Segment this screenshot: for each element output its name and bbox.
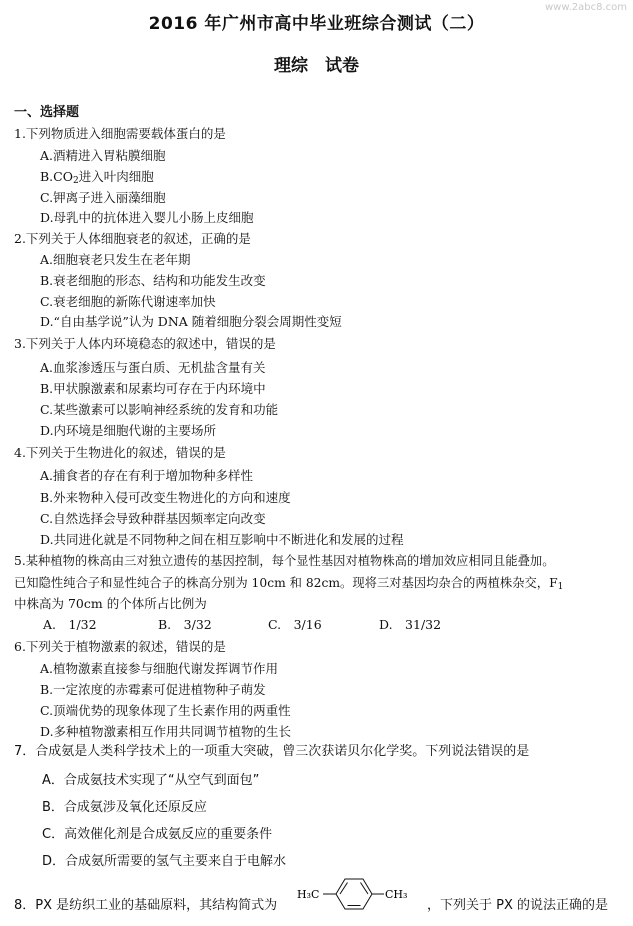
- question-4-option-b: B.外来物种入侵可改变生物进化的方向和速度: [40, 490, 291, 505]
- question-2-option-c: C.衰老细胞的新陈代谢速率加快: [40, 294, 216, 309]
- question-2-stem: 2.下列关于人体细胞衰老的叙述，正确的是: [14, 231, 251, 246]
- question-1-option-d: D.母乳中的抗体进入婴儿小肠上皮细胞: [40, 210, 254, 225]
- question-7-option-a: A．合成氨技术实现了“从空气到面包”: [42, 773, 260, 788]
- question-2-option-d: D.“自由基学说”认为 DNA 随着细胞分裂会周期性变短: [40, 314, 342, 329]
- question-5-option-d: D. 31/32: [379, 617, 442, 632]
- question-3-stem: 3.下列关于人体内环境稳态的叙述中，错误的是: [14, 336, 276, 351]
- question-5-line-1: 5.某种植物的株高由三对独立遗传的基因控制，每个显性基因对植物株高的增加效应相同且能叠加。: [14, 554, 555, 568]
- question-4-option-d: D.共同进化就是不同物种之间在相互影响中不断进化和发展的过程: [40, 532, 404, 547]
- question-5-option-a: A. 1/32: [43, 617, 97, 632]
- methyl-group-right: CH₃: [385, 888, 408, 901]
- question-6-option-b: B.一定浓度的赤霉素可促进植物种子萌发: [40, 682, 266, 697]
- question-6-option-a: A.植物激素直接参与细胞代谢发挥调节作用: [40, 661, 279, 676]
- question-5-option-c: C. 3/16: [268, 617, 322, 632]
- question-6-option-c: C.顶端优势的现象体现了生长素作用的两重性: [40, 703, 291, 718]
- p-xylene-structure: [296, 876, 414, 916]
- question-7-option-b: B．合成氨涉及氧化还原反应: [42, 800, 207, 815]
- page-subtitle: 理综 试卷: [274, 56, 359, 76]
- question-8-stem-start: 8．PX 是纺织工业的基础原料，其结构简式为: [14, 898, 278, 913]
- watermark: www.2abc8.com: [544, 2, 627, 13]
- question-3-option-d: D.内环境是细胞代谢的主要场所: [40, 423, 217, 438]
- question-1-option-c: C.钾离子进入丽藻细胞: [40, 190, 166, 205]
- page-title: 2016 年广州市高中毕业班综合测试（二）: [148, 14, 485, 34]
- question-7-option-d: D．合成氨所需要的氢气主要来自于电解水: [42, 854, 287, 869]
- question-4-option-c: C.自然选择会导致种群基因频率定向改变: [40, 511, 266, 526]
- question-5-line-2: 已知隐性纯合子和显性纯合子的株高分别为 10cm 和 82cm。现将三对基因均杂合的两植株杂交，$F_1$: [14, 576, 564, 592]
- question-3-option-a: A.血浆渗透压与蛋白质、无机盐含量有关: [40, 360, 266, 375]
- question-4-option-a: A.捕食者的存在有利于增加物种多样性: [40, 468, 254, 483]
- question-2-option-b: B.衰老细胞的形态、结构和功能发生改变: [40, 273, 266, 288]
- section-heading: 一、选择题: [14, 105, 80, 120]
- question-7-option-c: C．高效催化剂是合成氨反应的重要条件: [42, 827, 273, 842]
- question-1-option-a: A.酒精进入胃粘膜细胞: [40, 148, 166, 163]
- question-5-line-3: 中株高为 70cm 的个体所占比例为: [14, 596, 207, 611]
- question-6-option-d: D.多种植物激素相互作用共同调节植物的生长: [40, 724, 292, 739]
- question-3-option-c: C.某些激素可以影响神经系统的发育和功能: [40, 402, 279, 417]
- question-8-stem-end: ，下列关于 PX 的说法正确的是: [427, 898, 609, 913]
- question-5-option-b: B. 3/32: [158, 617, 212, 632]
- question-3-option-b: B.甲状腺激素和尿素均可存在于内环境中: [40, 381, 266, 396]
- question-6-stem: 6.下列关于植物激素的叙述，错误的是: [14, 639, 226, 654]
- question-7-stem: 7．合成氨是人类科学技术上的一项重大突破，曾三次获诺贝尔化学奖。下列说法错误的是: [14, 744, 530, 759]
- question-4-stem: 4.下列关于生物进化的叙述，错误的是: [14, 445, 226, 460]
- methyl-group-left: H₃C: [297, 888, 320, 901]
- question-1-stem: 1.下列物质进入细胞需要载体蛋白的是: [14, 126, 226, 141]
- question-1-option-b: $B.CO_2$进入叶肉细胞: [40, 169, 154, 186]
- question-2-option-a: A.细胞衰老只发生在老年期: [40, 252, 191, 267]
